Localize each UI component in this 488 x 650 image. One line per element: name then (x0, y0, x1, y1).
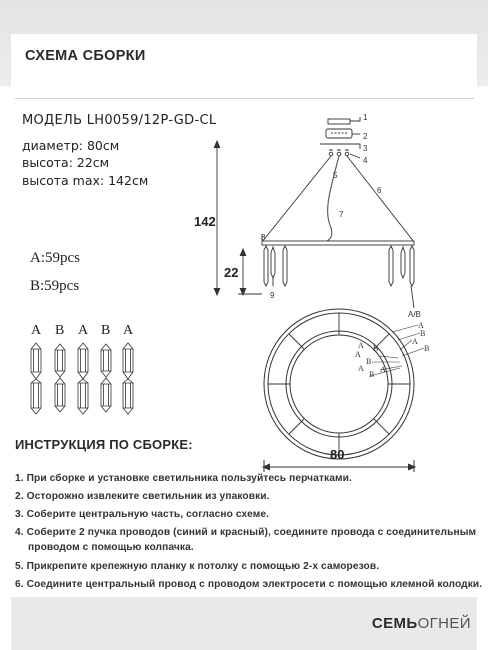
ring-label: A (412, 337, 418, 346)
instructions-title: ИНСТРУКЦИЯ ПО СБОРКЕ: (15, 437, 193, 452)
crystal-marker: A/B (408, 310, 421, 319)
crystal-type-label: A (78, 323, 89, 338)
instruction-step: 4. Соберите 2 пучка проводов (синий и красный), соедините провода с соединительным (15, 527, 477, 538)
callout-number: 3 (363, 144, 368, 153)
instruction-step: 2. Осторожно извлеките светильник из упаковки. (15, 491, 270, 502)
crystal-count-a: A:59pcs (30, 250, 80, 266)
callout-number: 5 (333, 171, 338, 180)
diameter-value: 80 (330, 447, 345, 462)
page-title: СХЕМА СБОРКИ (25, 48, 146, 64)
ring-label: A (358, 364, 364, 373)
instruction-step: 3. Соберите центральную часть, согласно схеме. (15, 509, 270, 520)
ring-label: A (380, 365, 386, 374)
callout-number: 4 (363, 156, 368, 165)
callout-number: 8 (261, 233, 266, 242)
model-name: МОДЕЛЬ LH0059/12P-GD-CL (22, 113, 217, 128)
ring-label: B (366, 357, 372, 366)
brand-part-1: СЕМЬ (371, 615, 418, 632)
ring-label: A (418, 321, 424, 330)
callout-number: 6 (377, 186, 382, 195)
callout-number: 1 (363, 113, 368, 122)
crystal-type-label: B (101, 323, 111, 338)
brand-part-2: ОГНЕЙ (417, 615, 471, 632)
instruction-step-continuation: проводом с помощью колпачка. (28, 542, 194, 553)
crystal-type-label: A (123, 323, 134, 338)
ring-label: A (355, 350, 361, 359)
ring-label: B (420, 329, 426, 338)
callout-number: 7 (339, 210, 344, 219)
total-height-value: 142 (194, 214, 216, 229)
ring-label: A (358, 341, 364, 350)
ring-label: B (373, 344, 379, 353)
height-max-spec: высота max: 142см (22, 173, 149, 188)
crystal-type-label: A (31, 323, 42, 338)
instruction-step: 6. Соедините центральный провод с проводом электросети с помощью клемной колодки. (15, 579, 483, 590)
crystal-count-b: B:59pcs (30, 278, 80, 294)
instruction-step: 5. Прикрепите крепежную планку к потолку с помощью 2-х саморезов. (15, 561, 380, 572)
callout-number: 9 (270, 291, 275, 300)
brand-logo (372, 615, 471, 632)
ring-label: B (369, 370, 375, 379)
instruction-step: 1. При сборке и установке светильника пользуйтесь перчатками. (15, 473, 352, 484)
callout-number: 2 (363, 132, 368, 141)
crystal-type-label: B (55, 323, 65, 338)
diameter-spec: диаметр: 80см (22, 138, 120, 153)
ring-label: B (424, 344, 430, 353)
body-height-value: 22 (224, 265, 239, 280)
height-spec: высота: 22см (22, 155, 110, 170)
